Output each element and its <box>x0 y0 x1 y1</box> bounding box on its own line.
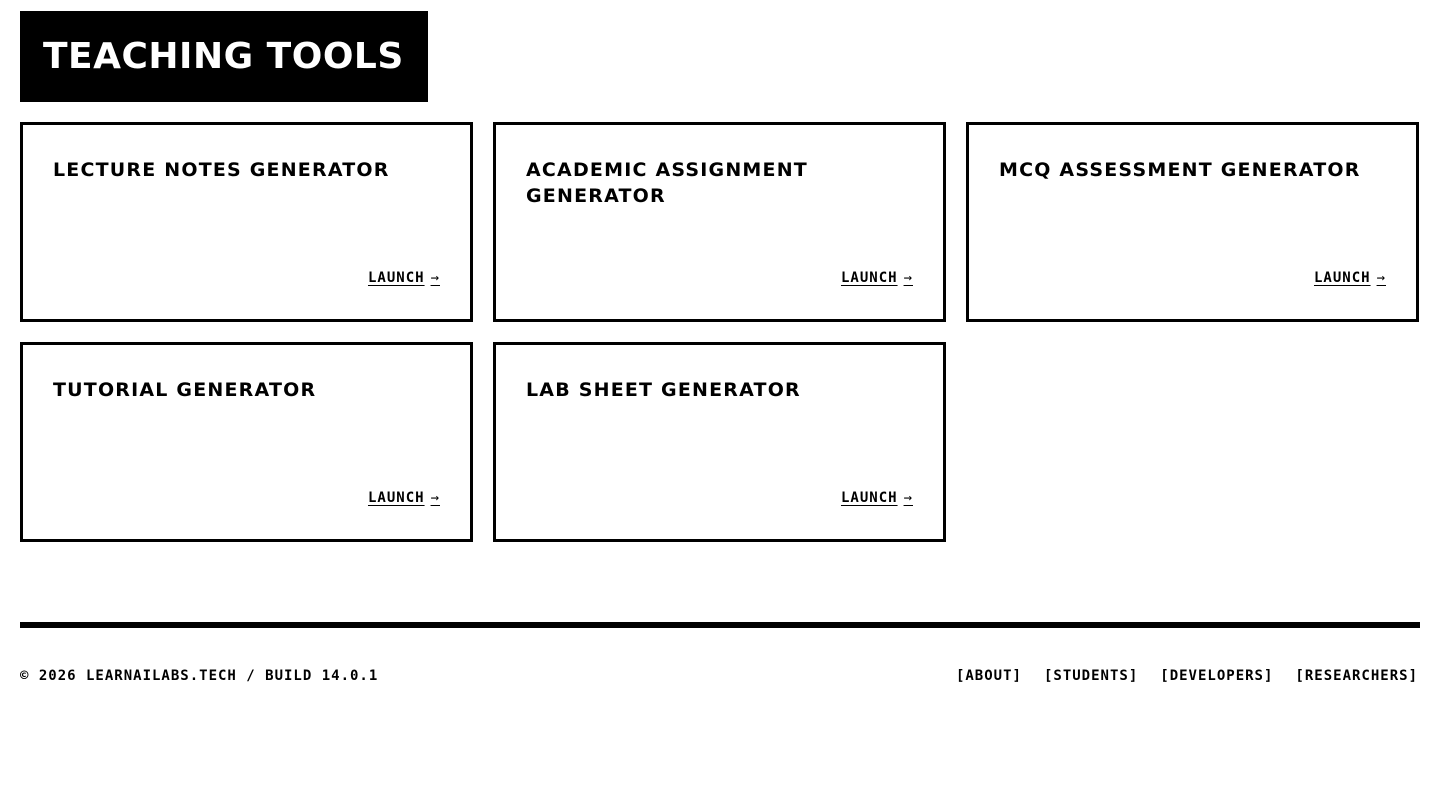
launch-link-academic-assignment[interactable] <box>841 270 913 286</box>
tool-card-title: ACADEMIC ASSIGNMENT GENERATOR <box>526 159 808 207</box>
tool-card-title: TUTORIAL GENERATOR <box>53 379 317 401</box>
launch-link-tutorial[interactable] <box>368 490 440 506</box>
launch-label: LAUNCH <box>840 270 898 286</box>
launch-label: LAUNCH <box>367 490 425 506</box>
footer-divider <box>20 622 1420 628</box>
launch-link-lecture-notes[interactable] <box>368 270 440 286</box>
launch-link-lab-sheet[interactable] <box>841 490 913 506</box>
footer-nav <box>956 668 1418 684</box>
tool-card-mcq-assessment <box>966 122 1419 322</box>
tool-card-tutorial <box>20 342 473 542</box>
launch-label: LAUNCH <box>840 490 898 506</box>
arrow-right-icon: → <box>430 270 440 286</box>
footer-link-about[interactable]: [ABOUT] <box>955 668 1022 684</box>
footer-link-developers[interactable]: [DEVELOPERS] <box>1160 668 1274 684</box>
launch-label: LAUNCH <box>1313 270 1371 286</box>
tool-card-academic-assignment <box>493 122 946 322</box>
page-title: TEACHING TOOLS <box>43 35 404 77</box>
arrow-right-icon: → <box>903 490 913 506</box>
launch-label: LAUNCH <box>367 270 425 286</box>
tool-card-title: LAB SHEET GENERATOR <box>526 379 801 401</box>
arrow-right-icon: → <box>1376 270 1386 286</box>
tool-card-lab-sheet <box>493 342 946 542</box>
tool-card-title: LECTURE NOTES GENERATOR <box>53 159 390 181</box>
arrow-right-icon: → <box>430 490 440 506</box>
footer-link-students[interactable]: [STUDENTS] <box>1043 668 1139 684</box>
footer-link-researchers[interactable]: [RESEARCHERS] <box>1295 668 1418 684</box>
tool-card-lecture-notes <box>20 122 473 322</box>
page-header <box>20 11 428 102</box>
tool-card-title: MCQ ASSESSMENT GENERATOR <box>999 159 1361 181</box>
launch-link-mcq-assessment[interactable] <box>1314 270 1386 286</box>
arrow-right-icon: → <box>903 270 913 286</box>
footer-copyright: © 2026 LEARNAILABS.TECH / BUILD 14.0.1 <box>20 668 379 684</box>
